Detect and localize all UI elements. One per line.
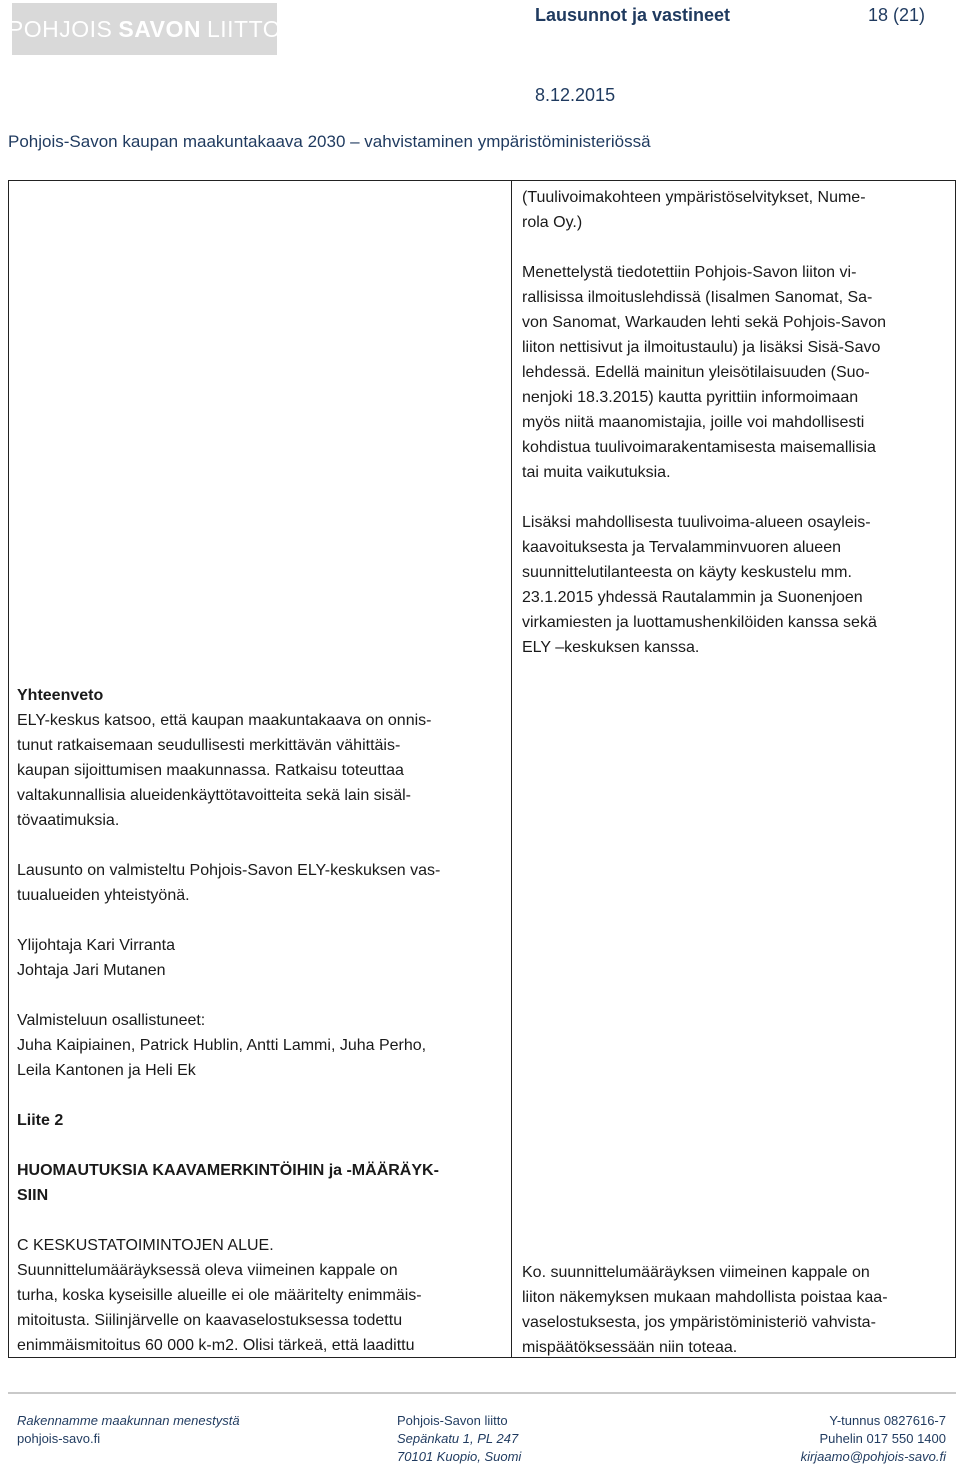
logo-part-1: POHJOIS [7, 15, 113, 42]
section-text: Suunnittelumääräyksessä oleva viimeinen kappale on turha, koska kyseisille alueille ei ole määritelty enimmäis- mitoitusta. Siilinjärvelle on kaavaselostuksessa todettu enimmäismitoitus 60 000 k-m2. Olisi tärkeä, että laadittu [17, 1262, 422, 1354]
footer-email: kirjaamo@pohjois-savo.fi [800, 1449, 946, 1464]
organization-logo [7, 3, 282, 55]
footer-slogan: Rakennamme maakunnan menestystä [17, 1413, 240, 1428]
response-column-top [522, 185, 947, 660]
appendix-heading: HUOMAUTUKSIA KAAVAMERKINTÖIHIN ja -MÄÄRÄYK- SIIN [17, 1162, 439, 1204]
footer-phone: Puhelin 017 550 1400 [819, 1431, 946, 1446]
section-title: C KESKUSTATOIMINTOJEN ALUE. [17, 1237, 274, 1254]
signer-1: Ylijohtaja Kari Virranta [17, 937, 176, 954]
response-column-bottom [522, 1260, 947, 1360]
footer-left [17, 1412, 240, 1448]
participants-list: Juha Kaipiainen, Patrick Hublin, Antti Lammi, Juha Perho, Leila Kantonen ja Heli Ek [17, 1037, 427, 1079]
footer-website: pohjois-savo.fi [17, 1431, 101, 1446]
summary-text: ELY-keskus katsoo, että kaupan maakuntakaava on onnis- tunut ratkaisemaan seudullisesti merkittävän vähittäis- kaupan sijoittumisen maakunnassa. Ratkaisu toteuttaa valtakunnallisia alueidenkäyttötavoitteita sekä lain sisäl- tövaatimuksia. [17, 712, 432, 829]
logo-part-3: LIITTO [206, 15, 282, 42]
footer-organization: Pohjois-Savon liitto [397, 1413, 508, 1428]
comment-column [17, 683, 502, 1358]
footer-right [760, 1412, 946, 1466]
prepared-text: Lausunto on valmisteltu Pohjois-Savon ELY-keskuksen vas- tuualueiden yhteistyönä. [17, 862, 441, 904]
response-paragraph: Menettelystä tiedotettiin Pohjois-Savon liiton vi- rallisissa ilmoituslehdissä (Iisalmen Sanomat, Sa- von Sanomat, Warkauden lehti sekä Pohjois-Savon liiton nettisivut ja ilmoitustaulu) ja lisäksi Sisä-Savo lehdessä. Edellä mainitun yleisötilaisuuden (Suo- nenjoki 18.3.2015) kautta pyrittiin informoimaan myös niitä maanomistajia, joille voi mahdollisesti kohdistua tuulivoimarakentamisesta maisemallisia tai muita vaikutuksia. [522, 264, 887, 481]
logo-part-2: SAVON [118, 15, 201, 42]
document-date: 8.12.2015 [535, 85, 616, 105]
footer-center [397, 1412, 521, 1466]
column-divider [511, 180, 512, 1358]
footer-divider [8, 1392, 956, 1394]
appendix-label: Liite 2 [17, 1112, 64, 1129]
response-paragraph: Lisäksi mahdollisesta tuulivoima-alueen osayleis- kaavoituksesta ja Tervalamminvuoren alueen suunnittelutilanteesta on käyty keskustelu mm. 23.1.2015 yhdessä Rautalammin ja Suonenjoen virkamiesten ja luottamushenkilöiden kanssa sekä ELY –keskuksen kanssa. [522, 514, 877, 656]
response-paragraph: (Tuulivoimakohteen ympäristöselvitykset, Nume- rola Oy.) [522, 189, 866, 231]
footer-street: Sepänkatu 1, PL 247 [397, 1431, 519, 1446]
document-subject: Pohjois-Savon kaupan maakuntakaava 2030 – vahvistaminen ympäristöministeriössä [8, 132, 651, 151]
summary-heading: Yhteenveto [17, 687, 104, 704]
document-title: Lausunnot ja vastineet [535, 5, 731, 25]
signer-2: Johtaja Jari Mutanen [17, 962, 166, 979]
response-paragraph: Ko. suunnittelumääräyksen viimeinen kappale on liiton näkemyksen mukaan mahdollista poistaa kaa- vaselostuksesta, jos ympäristöministeriö vahvista- mispäätöksessään niin toteaa. [522, 1264, 888, 1356]
page-number: 18 (21) [868, 5, 926, 25]
participants-label: Valmisteluun osallistuneet: [17, 1012, 206, 1029]
footer-business-id: Y-tunnus 0827616-7 [829, 1413, 946, 1428]
footer-city: 70101 Kuopio, Suomi [397, 1449, 522, 1464]
